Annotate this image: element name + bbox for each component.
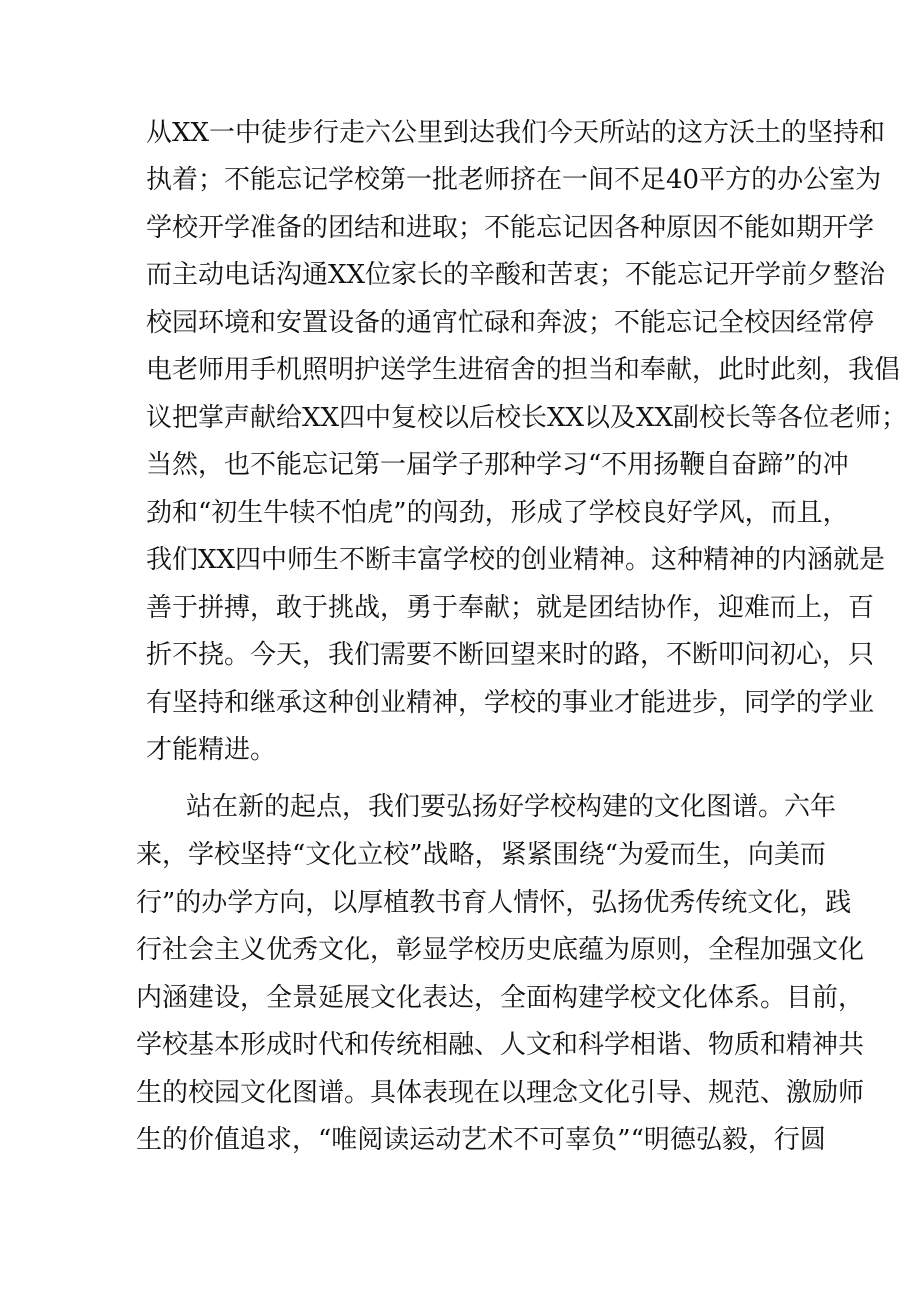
text-line: 校园环境和安置设备的通宵忙碌和奔波；不能忘记全校因经常停 (146, 308, 875, 338)
text-line: 从XX一中徒步行走六公里到达我们今天所站的这方沃土的坚持和 (146, 118, 886, 148)
text-line: 而主动电话沟通XX位家长的辛酸和苦衷；不能忘记开学前夕整治 (146, 260, 886, 290)
text-line: 折不挠。今天，我们需要不断回望来时的路，不断叩问初心，只 (146, 640, 875, 670)
text-line: 执着；不能忘记学校第一批老师挤在一间不足40平方的办公室为 (146, 165, 882, 195)
text-line: 来，学校坚持“文化立校”战略，紧紧围绕“为爱而生，向美而 (136, 840, 826, 870)
text-line: 我们XX四中师生不断丰富学校的创业精神。这种精神的内涵就是 (146, 545, 886, 575)
text-line: 学校基本形成时代和传统相融、人文和科学相谐、物质和精神共 (136, 1030, 865, 1060)
text-line: 才能精进。 (146, 735, 277, 765)
text-line: 生的校园文化图谱。具体表现在以理念文化引导、规范、激励师 (136, 1078, 865, 1108)
text-line: 议把掌声献给XX四中复校以后校长XX以及XX副校长等各位老师； (146, 403, 908, 433)
text-line: 行社会主义优秀文化，彰显学校历史底蕴为原则，全程加强文化 (136, 935, 865, 965)
text-line: 学校开学准备的团结和进取；不能忘记因各种原因不能如期开学 (146, 213, 875, 243)
text-line: 内涵建设，全景延展文化表达，全面构建学校文化体系。目前， (136, 983, 865, 1013)
text-line: 有坚持和继承这种创业精神，学校的事业才能进步，同学的学业 (146, 688, 875, 718)
text-line: 劲和“初生牛犊不怕虎”的闯劲，形成了学校良好学风，而且， (146, 498, 849, 528)
text-line: 生的价值追求，“唯阅读运动艺术不可辜负”“明德弘毅，行圆 (136, 1125, 826, 1155)
text-line: 电老师用手机照明护送学生进宿舍的担当和奉献，此时此刻，我倡 (146, 355, 901, 385)
text-line: 行”的办学方向，以厚植教书育人情怀，弘扬优秀传统文化，践 (136, 888, 852, 918)
text-line: 善于拼搏，敢于挑战，勇于奉献；就是团结协作，迎难而上，百 (146, 593, 875, 623)
text-line: 站在新的起点，我们要弘扬好学校构建的文化图谱。六年 (186, 792, 837, 822)
text-line: 当然，也不能忘记第一届学子那种学习“不用扬鞭自奋蹄”的冲 (146, 450, 849, 480)
